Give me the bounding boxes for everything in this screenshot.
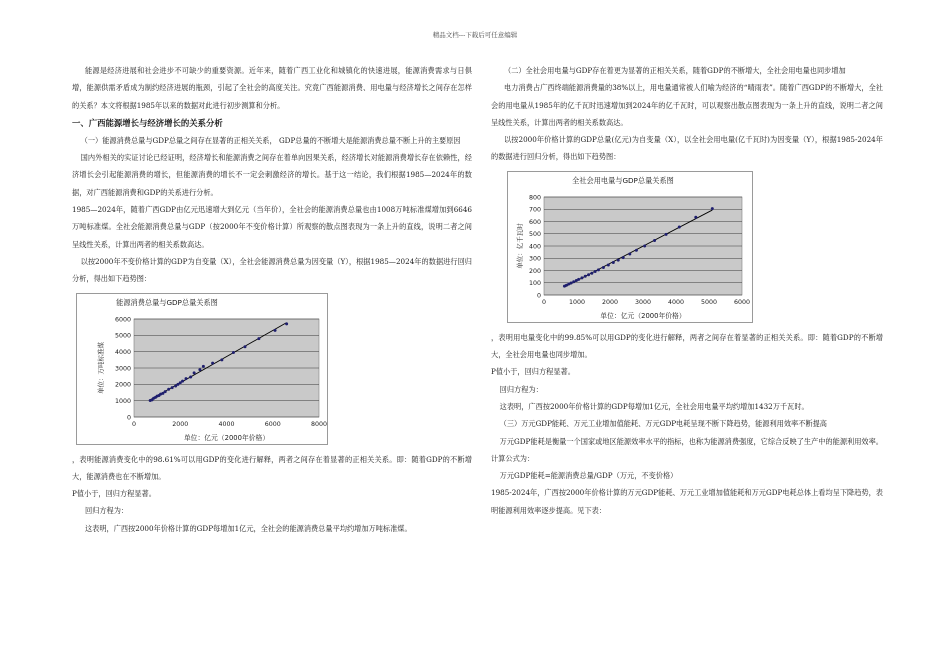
data-point: [211, 361, 214, 364]
data-point: [193, 371, 196, 374]
energy-gdp-chart: [76, 293, 328, 445]
data-point: [594, 270, 597, 273]
paragraph: 1985—2024年，随着广西GDP由亿元迅速增大到亿元（当年价），全社会的能源消费总量也由1008万吨标准煤增加到6646万吨标准煤。全社会能源消费总量与GDP（按2000年不变价格计算）所观察的散点图表现为一条上升的直线，说明二者之间呈线性关系，计算出两者的相关系数高达。: [72, 205, 472, 249]
data-point: [622, 256, 625, 259]
data-point: [185, 377, 188, 380]
paragraph: ，表明用电量变化中的99.85%可以用GDP的变化进行解释，两者之间存在着显著的正相关关系。即：随着GDP的不断增大，全社会用电量也同步增加。: [491, 332, 883, 360]
data-point: [617, 258, 620, 261]
x-tick-label: 6000: [264, 420, 281, 428]
data-point: [577, 278, 580, 281]
y-tick-label: 100: [528, 279, 541, 287]
data-point: [202, 364, 205, 367]
data-point: [587, 273, 590, 276]
data-point: [164, 390, 167, 393]
data-point: [612, 261, 615, 264]
x-tick-label: 2000: [172, 420, 189, 428]
x-tick-label: 3000: [634, 298, 652, 306]
y-tick-label: 6000: [114, 315, 131, 323]
electricity-gdp-chart: [507, 171, 753, 323]
x-tick-label: 0: [541, 298, 547, 306]
y-tick-label: 400: [528, 243, 541, 251]
y-tick-label: 700: [528, 206, 541, 214]
paragraph: 这表明，广西按2000年价格计算的GDP每增加1亿元，全社会用电量平均约增加1432万千瓦时。: [499, 401, 809, 411]
data-point: [602, 266, 605, 269]
x-tick-label: 4000: [667, 298, 685, 306]
data-point: [628, 252, 631, 255]
data-point: [653, 239, 656, 242]
x-tick-label: 4000: [218, 420, 235, 428]
data-point: [635, 249, 638, 252]
paragraph: 国内外相关的实证讨论已经证明，经济增长和能源消费之间存在着单向因果关系，经济增长对能源消费增长存在依赖性，经济增长会引起能源消费的增长，但能源消费的增长不一定会刺激经济的增长。基于这一结论，我们根据1985—2024年的数据，对广西能源消费和GDP的关系进行分析。: [72, 153, 472, 197]
x-tick-label: 6000: [733, 298, 751, 306]
y-tick-label: 0: [536, 292, 541, 300]
x-tick-label: 5000: [700, 298, 718, 306]
paragraph: ，表明能源消费变化中的98.61%可以用GDP的变化进行解释，两者之间存在着显著的正相关关系。即：随着GDP的不断增大，能源消费也在不断增加。: [72, 454, 472, 481]
intro-paragraph: 能源是经济进展和社会进步不可缺少的重要资源。近年来，随着广西工业化和城镇化的快速进展，能源消费需求与日俱增，能源供需矛盾成为制约经济进展的瓶颈，引起了全社会的高度关注。究竟广西能源消费、用电量与经济增长之间存在怎样的关系？本文将根据1985年以来的数据对此进行初步测算和分析。: [72, 66, 472, 110]
x-axis-label: 单位：亿元（2000年价格）: [183, 433, 270, 442]
y-axis-label: 单位：万吨标准煤: [97, 341, 105, 394]
paragraph: 回归方程为：: [499, 384, 543, 394]
data-point: [570, 281, 573, 284]
x-tick-label: 0: [131, 420, 137, 428]
left-column: [72, 62, 472, 537]
y-tick-label: 1000: [114, 397, 131, 405]
data-point: [607, 263, 610, 266]
y-axis-label: 单位：亿千瓦时: [516, 223, 524, 269]
data-point: [590, 271, 593, 274]
data-point: [665, 233, 668, 236]
data-point: [274, 328, 277, 331]
paragraph: P值小于，回归方程显著。: [491, 367, 575, 377]
paragraph: 电力消费占广西终端能源消费量的38%以上，用电量通常被人们喻为经济的“晴雨表”。随着广西GDP的不断增大，全社会的用电量从1985年的亿千瓦时迅速增加到2024年的亿千瓦时，可以观察出散点图表现为一条上升的直线，说明二者之间呈线性关系，计算出两者的相关系数高达。: [491, 83, 883, 127]
data-point: [171, 386, 174, 389]
subsection-2-heading: （二）全社会用电量与GDP存在着更为显著的正相关关系，随着GDP的不断增大，全社会用电量也同步增加: [503, 66, 846, 75]
energy-gdp-chart-svg: [77, 294, 327, 444]
paragraph: 回归方程为：: [84, 506, 129, 516]
data-point: [580, 276, 583, 279]
data-point: [711, 207, 714, 210]
paragraph: 这表明，广西按2000年价格计算的GDP每增加1亿元，全社会的能源消费总量平均约增加万吨标准煤。: [84, 523, 412, 533]
data-point: [678, 225, 681, 228]
subsection-3-heading: （三）万元GDP能耗、万元工业增加值能耗、万元GDP电耗呈现不断下降趋势，能源利用效率不断提高: [499, 419, 827, 429]
y-tick-label: 4000: [114, 348, 131, 356]
y-tick-label: 5000: [114, 332, 131, 340]
data-point: [189, 375, 192, 378]
data-point: [285, 322, 288, 325]
data-point: [597, 268, 600, 271]
data-point: [198, 368, 201, 371]
data-point: [244, 345, 247, 348]
y-tick-label: 600: [528, 218, 541, 226]
y-tick-label: 200: [528, 267, 541, 275]
chart-title: 全社会用电量与GDP总量关系图: [572, 175, 674, 185]
data-point: [167, 387, 170, 390]
electricity-gdp-chart-svg: [508, 172, 752, 322]
paragraph: 万元GDP能耗是衡量一个国家或地区能源效率水平的指标，也称为能源消费强度，它综合反映了生产中的能源利用效率。计算公式为：: [491, 436, 883, 463]
subsection-1-heading: （一）能源消费总量与GDP总量之间存在显著的正相关关系， GDP总量的不断增大是能源消费总量不断上升的主要原因: [80, 135, 461, 145]
paragraph: 1985-2024年，广西按2000年价格计算的万元GDP能耗、万元工业增加值能耗和万元GDP电耗总体上看均呈下降趋势，表明能源利用效率逐步提高。见下表：: [491, 488, 883, 515]
data-point: [257, 337, 260, 340]
y-tick-label: 2000: [114, 381, 131, 389]
section-heading: 一、广西能源增长与经济增长的关系分析: [72, 117, 223, 128]
right-column: [491, 62, 883, 519]
x-tick-label: 2000: [601, 298, 619, 306]
y-tick-label: 300: [528, 255, 541, 263]
y-tick-label: 3000: [114, 364, 131, 372]
data-point: [232, 351, 235, 354]
y-tick-label: 500: [528, 230, 541, 238]
data-point: [643, 244, 646, 247]
formula: 万元GDP能耗=能源消费总量/GDP（万元，不变价格）: [499, 471, 678, 481]
data-point: [181, 379, 184, 382]
x-axis-label: 单位：亿元（2000年价格）: [600, 311, 686, 320]
paragraph: P值小于，回归方程显著。: [72, 489, 156, 499]
data-point: [584, 275, 587, 278]
paragraph: 以按2000年价格计算的GDP总量(亿元)为自变量（X），以全社会用电量(亿千瓦时)为因变量（Y），根据1985-2024年的数据进行回归分析，得出如下趋势图：: [491, 135, 883, 162]
paragraph: 以按2000年不变价格计算的GDP为自变量（X），全社会能源消费总量为因变量（Y），根据1985—2024年的数据进行回归分析，得出如下趋势图：: [72, 256, 472, 284]
data-point: [694, 215, 697, 218]
chart-title: 能源消费总量与GDP总量关系图: [116, 297, 218, 307]
data-point: [220, 358, 223, 361]
x-tick-label: 1000: [568, 298, 586, 306]
y-tick-label: 800: [528, 194, 541, 202]
y-tick-label: 0: [126, 413, 131, 421]
page-header: 精品文档---下载后可任意编辑: [432, 31, 518, 39]
x-tick-label: 8000: [310, 420, 327, 428]
data-point: [572, 280, 575, 283]
